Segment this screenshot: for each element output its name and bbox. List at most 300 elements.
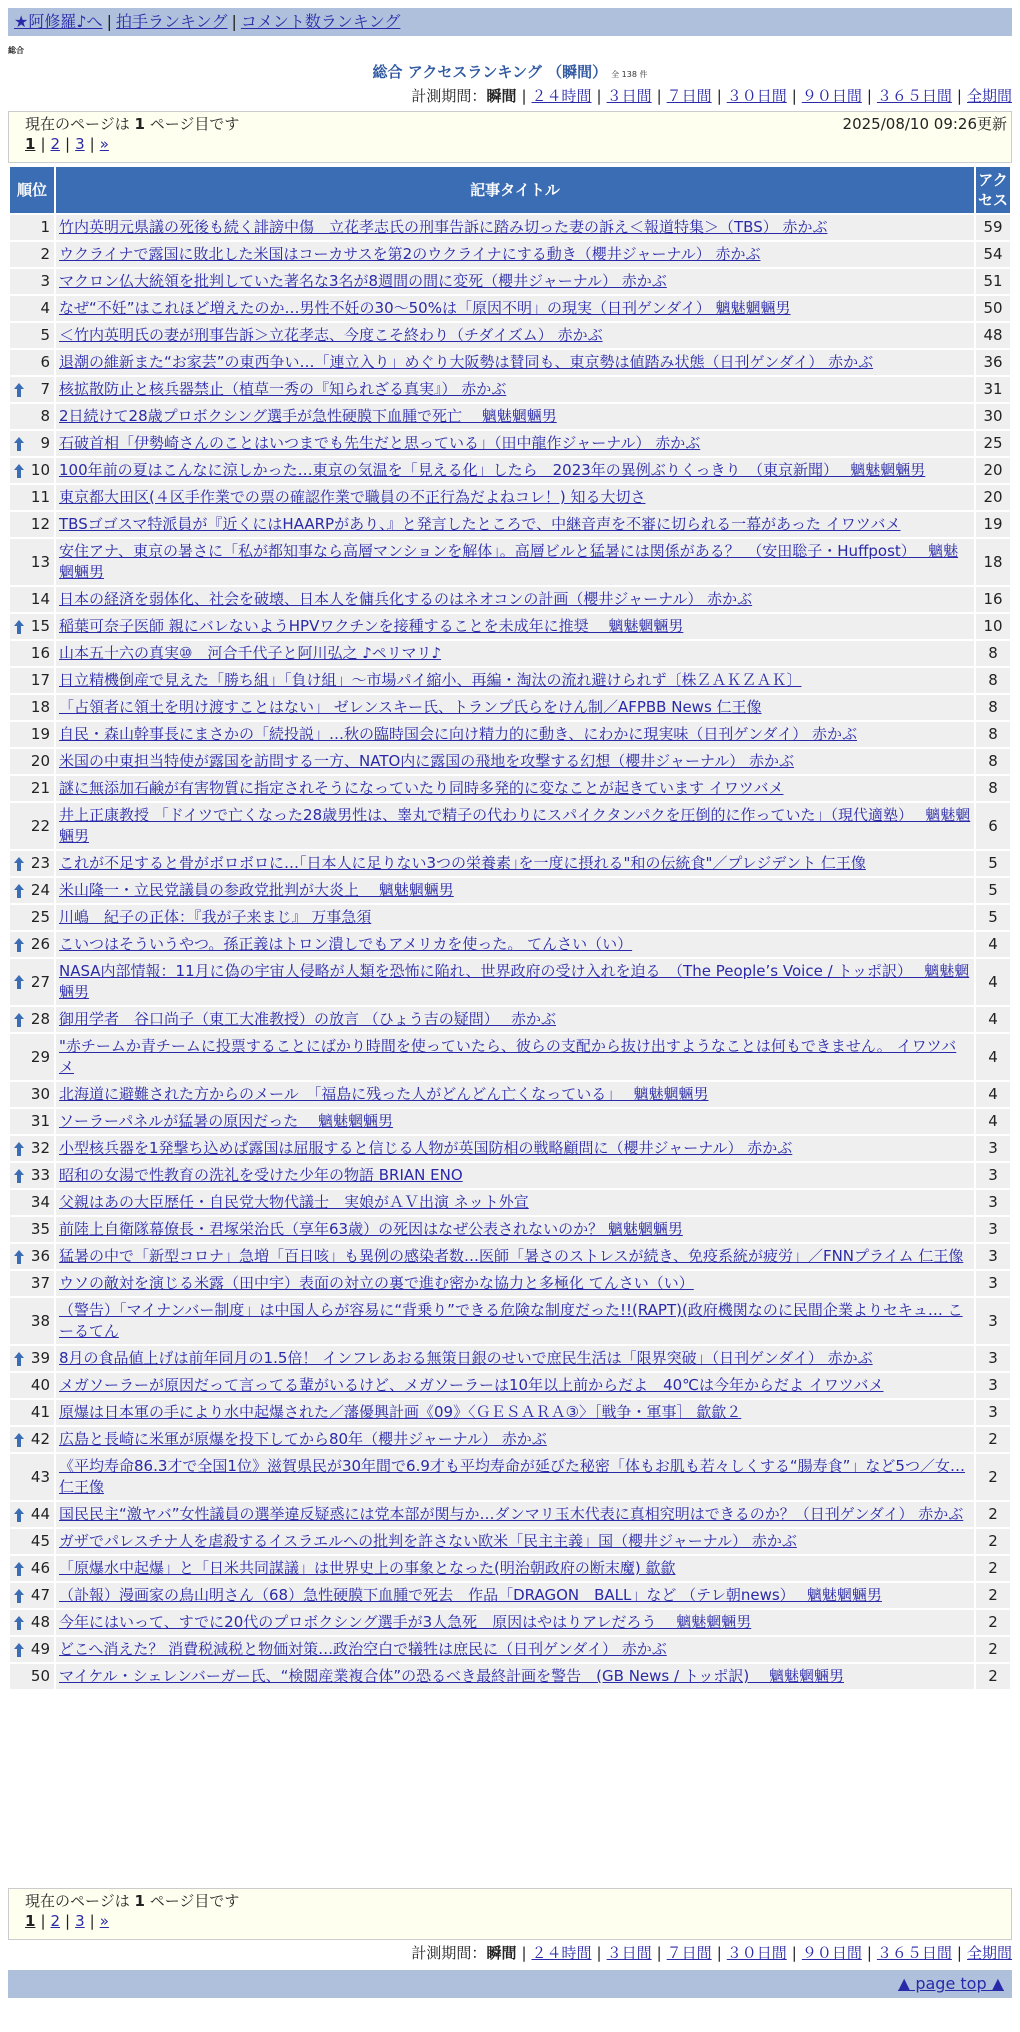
- rank-cell: [10, 431, 54, 456]
- total-count: 全 138 件: [611, 70, 648, 79]
- period-separator: |: [521, 87, 527, 105]
- rank-number: 49: [30, 1640, 50, 1658]
- rank-up-arrow-icon: [13, 436, 25, 452]
- article-title-link[interactable]: "赤チームか青チームに投票することにばかり時間を使っていたら、彼らの支配から抜け出すようなことは何もできません。 イワツバメ: [59, 1037, 957, 1076]
- rank-up-arrow-icon: [13, 1615, 25, 1631]
- rank-number: 28: [30, 1010, 50, 1028]
- pager-current-page: 1: [25, 135, 36, 153]
- article-title-link[interactable]: メガソーラーが原因だって言ってる輩がいるけど、メガソーラーは10年以上前からだよ 40℃は今年からだよ イワツバメ: [59, 1376, 884, 1394]
- rank-cell: [10, 803, 54, 849]
- rank-cell: [10, 695, 54, 720]
- rank-cell: [10, 350, 54, 375]
- article-title-link[interactable]: マクロン仏大統領を批判していた著名な3名が8週間の間に変死（櫻井ジャーナル） 赤かぶ: [59, 272, 667, 290]
- access-count: 4: [976, 1109, 1010, 1134]
- rank-cell: [10, 1583, 54, 1608]
- pager-page-link[interactable]: 3: [75, 1912, 85, 1930]
- rank-number: 1: [40, 218, 50, 236]
- rank-number: 9: [40, 434, 50, 452]
- page-status-pre: 現在のページは: [25, 1892, 130, 1910]
- table-row: [10, 614, 1010, 639]
- article-title-link[interactable]: 8月の食品値上げは前年同月の1.5倍！ インフレあおる無策日銀のせいで庶民生活は「限界突破」（日刊ゲンダイ） 赤かぶ: [59, 1349, 873, 1367]
- rank-number: 31: [30, 1112, 50, 1130]
- rank-cell: [10, 242, 54, 267]
- period-separator: |: [656, 1944, 662, 1962]
- rank-number: 7: [40, 380, 50, 398]
- article-title-link[interactable]: 稲葉可奈子医師 親にバレないようHPVワクチンを接種することを未成年に推奨 魑魅魍魎男: [59, 617, 684, 635]
- article-title-link[interactable]: 井上正康教授 「ドイツで亡くなった28歳男性は、睾丸で精子の代わりにスパイクタンパクを圧倒的に作っていた」（現代適塾） 魑魅魍魎男: [59, 806, 971, 845]
- rank-cell: [10, 1082, 54, 1107]
- rank-up-arrow-icon: [13, 1168, 25, 1184]
- table-row: [10, 404, 1010, 429]
- article-title-link[interactable]: 安住アナ、東京の暑さに「私が都知事なら高層マンションを解体」。高層ビルと猛暑には関係がある？ （安田聡子・Huffpost） 魑魅魍魎男: [59, 542, 959, 581]
- period-option-link[interactable]: ３６５日間: [876, 87, 952, 105]
- article-title-link[interactable]: ガザでパレスチナ人を虐殺するイスラエルへの批判を許さない欧米「民主主義」国（櫻井ジャーナル） 赤かぶ: [59, 1532, 797, 1550]
- table-row: [10, 1034, 1010, 1080]
- table-row: [10, 350, 1010, 375]
- access-count: 2: [976, 1664, 1010, 1689]
- title-cell: [56, 614, 974, 639]
- article-title-link[interactable]: 山本五十六の真実⑩ 河合千代子と阿川弘之 ♪ペリマリ♪: [59, 644, 442, 662]
- article-title-link[interactable]: TBSゴゴスマ特派員が『近くにはHAARPがあり、』と発言したところで、中継音声を不審に切られる一幕があった イワツバメ: [59, 515, 901, 533]
- table-row: [10, 1190, 1010, 1215]
- title-cell: [56, 1298, 974, 1344]
- rank-cell: [10, 323, 54, 348]
- title-cell: [56, 1217, 974, 1242]
- rank-number: 30: [30, 1085, 50, 1103]
- pager-separator: |: [89, 1912, 95, 1930]
- table-row: [10, 695, 1010, 720]
- title-cell: [56, 269, 974, 294]
- title-cell: [56, 1163, 974, 1188]
- comment-ranking-link[interactable]: コメント数ランキング: [240, 12, 401, 31]
- period-selector-top: [411, 86, 1012, 106]
- title-cell: [56, 1346, 974, 1371]
- rank-number: 18: [30, 698, 50, 716]
- period-option-link[interactable]: ３６５日間: [876, 1944, 952, 1962]
- access-count: 10: [976, 614, 1010, 639]
- title-cell: [56, 932, 974, 957]
- article-title-link[interactable]: ウソの敵対を演じる米露（田中宇）表面の対立の裏で進む密かな協力と多極化 てんさい（い）: [59, 1274, 694, 1292]
- article-title-link[interactable]: 米国の中東担当特使が露国を訪問する一方、NATO内に露国の飛地を攻撃する幻想（櫻井ジャーナル） 赤かぶ: [59, 752, 795, 770]
- rank-number: 24: [30, 881, 50, 899]
- article-title-link[interactable]: 原爆は日本軍の手により水中起爆された／藩優興計画《09》〈ＧＥＳＡＲＡ③〉［戦争・軍事］ 歙歙２: [59, 1403, 742, 1421]
- pager-separator: |: [40, 135, 46, 153]
- rank-number: 22: [30, 816, 50, 835]
- period-option-link[interactable]: ３日間: [606, 87, 652, 105]
- period-option-link[interactable]: ９０日間: [801, 87, 862, 105]
- pager-separator: |: [65, 135, 71, 153]
- period-option-link[interactable]: ７日間: [666, 1944, 712, 1962]
- current-page-number: 1: [134, 1892, 145, 1910]
- rank-cell: [10, 512, 54, 537]
- title-cell: [56, 1034, 974, 1080]
- article-title-link[interactable]: 広島と長崎に米軍が原爆を投下してから80年（櫻井ジャーナル） 赤かぶ: [59, 1430, 547, 1448]
- access-count: 2: [976, 1583, 1010, 1608]
- article-title-link[interactable]: 昭和の女湯で性教育の洗礼を受けた少年の物語 BRIAN ENO: [59, 1166, 463, 1184]
- article-title-link[interactable]: 石破首相「伊勢崎さんのことはいつまでも先生だと思っている」（田中龍作ジャーナル） 赤かぶ: [59, 434, 701, 452]
- pager-separator: |: [40, 1912, 46, 1930]
- rank-number: 50: [30, 1667, 50, 1685]
- article-title-link[interactable]: 猛暑の中で「新型コロナ」急増「百日咳」も異例の感染者数…医師「暑さのストレスが続き、免疫系統が疲労」／FNNプライム 仁王像: [59, 1247, 964, 1265]
- rank-cell: [10, 1637, 54, 1662]
- article-title-link[interactable]: 北海道に避難された方からのメール 「福島に残った人がどんどん亡くなっている」 魑魅魍魎男: [59, 1085, 709, 1103]
- title-cell: [56, 1454, 974, 1500]
- title-cell: [56, 851, 974, 876]
- rank-number: 37: [30, 1274, 50, 1292]
- pager-current-page: 1: [25, 1912, 36, 1930]
- rank-cell: [10, 1400, 54, 1425]
- rank-up-arrow-icon: [13, 856, 25, 872]
- access-count: 2: [976, 1610, 1010, 1635]
- article-title-link[interactable]: （警告）「マイナンバー制度」は中国人らが容易に“背乗り”できる危険な制度だった!!(RAPT)(政府機関なのに民間企業よりセキュ… こーるてん: [59, 1301, 963, 1340]
- table-row: [10, 377, 1010, 402]
- rank-cell: [10, 722, 54, 747]
- article-title-link[interactable]: 《平均寿命86.3才で全国1位》滋賀県民が30年間で6.9才も平均寿命が延びた秘密「体もお肌も若々しくする“腸寿食”」など5つ／女… 仁王像: [59, 1457, 965, 1496]
- access-count: 51: [976, 269, 1010, 294]
- title-cell: [56, 1556, 974, 1581]
- rank-cell: [10, 851, 54, 876]
- table-row: [10, 512, 1010, 537]
- title-cell: [56, 1373, 974, 1398]
- article-title-link[interactable]: 父親はあの大臣歴任・自民党大物代議士 実娘がＡＶ出演 ネット外宣: [59, 1193, 529, 1211]
- table-row: [10, 539, 1010, 585]
- access-count: 3: [976, 1346, 1010, 1371]
- title-cell: [56, 215, 974, 240]
- rank-up-arrow-icon: [13, 1507, 25, 1523]
- rank-up-arrow-icon: [13, 463, 25, 479]
- article-title-link[interactable]: 日立精機倒産で見えた「勝ち組」「負け組」～市場パイ縮小、再編・淘汰の流れ避けられず〔株ＺＡＫＺＡＫ〕: [59, 671, 802, 689]
- rank-cell: [10, 1190, 54, 1215]
- article-title-link[interactable]: 退潮の維新また“お家芸”の東西争い…「連立入り」めぐり大阪勢は賛同も、東京勢は値踏み状態（日刊ゲンダイ） 赤かぶ: [59, 353, 874, 371]
- title-cell: [56, 587, 974, 612]
- nav-separator: |: [106, 12, 112, 31]
- period-option-link[interactable]: ３０日間: [726, 1944, 787, 1962]
- period-current: 瞬間: [486, 1944, 517, 1962]
- access-count: 5: [976, 905, 1010, 930]
- rank-number: 35: [30, 1220, 50, 1238]
- period-separator: |: [791, 1944, 797, 1962]
- article-title-link[interactable]: 米山隆一・立民党議員の参政党批判が大炎上 魑魅魍魎男: [59, 881, 454, 899]
- title-cell: [56, 776, 974, 801]
- period-option-link[interactable]: ７日間: [666, 87, 712, 105]
- table-row: [10, 932, 1010, 957]
- period-option-link[interactable]: ３０日間: [726, 87, 787, 105]
- title-cell: [56, 695, 974, 720]
- access-count: 2: [976, 1454, 1010, 1500]
- rank-up-arrow-icon: [13, 974, 25, 990]
- period-option-link[interactable]: 全期間: [966, 1944, 1012, 1962]
- period-separator: |: [596, 1944, 602, 1962]
- rank-number: 29: [30, 1047, 50, 1066]
- table-row: [10, 1454, 1010, 1500]
- rank-number: 8: [40, 407, 50, 425]
- bottom-bar: [8, 1970, 1012, 1998]
- article-title-link[interactable]: マイケル・シェレンバーガー氏、“検閲産業複合体”の恐るべき最終計画を警告 (GB News / トッポ訳) 魑魅魍魎男: [59, 1667, 844, 1685]
- article-title-link[interactable]: 東京都大田区(４区手作業での票の確認作業で職員の不正行為だよねコレ！) 知る大切さ: [59, 488, 646, 506]
- current-page-number: 1: [134, 115, 145, 133]
- article-title-link[interactable]: 自民・森山幹事長にまさかの「続投説」…秋の臨時国会に向け精力的に動き、にわかに現実味（日刊ゲンダイ） 赤かぶ: [59, 725, 857, 743]
- access-count: 2: [976, 1427, 1010, 1452]
- rank-number: 36: [30, 1247, 50, 1265]
- title-cell: [56, 1400, 974, 1425]
- title-cell: [56, 458, 974, 483]
- rank-number: 15: [30, 617, 50, 635]
- pager-next-link[interactable]: »: [99, 135, 109, 153]
- rank-cell: [10, 905, 54, 930]
- period-option-link[interactable]: ９０日間: [801, 1944, 862, 1962]
- rank-number: 23: [30, 854, 50, 872]
- title-cell: [56, 749, 974, 774]
- rank-number: 11: [30, 488, 50, 506]
- page-status-post: ページ目です: [149, 115, 240, 133]
- article-title-link[interactable]: 100年前の夏はこんなに涼しかった…東京の気温を「見える化」したら 2023年の異例ぶりくっきり （東京新聞） 魑魅魍魎男: [59, 461, 926, 479]
- table-row: [10, 1556, 1010, 1581]
- title-cell: [56, 1427, 974, 1452]
- period-separator: |: [791, 87, 797, 105]
- table-row: [10, 431, 1010, 456]
- rank-up-arrow-icon: [13, 619, 25, 635]
- title-cell: [56, 1637, 974, 1662]
- title-cell: [56, 512, 974, 537]
- title-cell: [56, 641, 974, 666]
- title-header: 記事タイトル: [56, 167, 974, 213]
- title-cell: [56, 878, 974, 903]
- access-count: 2: [976, 1502, 1010, 1527]
- access-count: 54: [976, 242, 1010, 267]
- title-cell: [56, 404, 974, 429]
- rank-up-arrow-icon: [13, 1561, 25, 1577]
- article-title-link[interactable]: 日本の経済を弱体化、社会を破壊、日本人を傭兵化するのはネオコンの計画（櫻井ジャーナル） 赤かぶ: [59, 590, 753, 608]
- rank-header: 順位: [10, 167, 54, 213]
- access-count: 31: [976, 377, 1010, 402]
- table-row: [10, 1136, 1010, 1161]
- access-count: 3: [976, 1136, 1010, 1161]
- table-row: [10, 1244, 1010, 1269]
- rank-number: 16: [30, 644, 50, 662]
- rank-up-arrow-icon: [13, 1012, 25, 1028]
- rank-cell: [10, 932, 54, 957]
- rank-cell: [10, 296, 54, 321]
- title-cell: [56, 1583, 974, 1608]
- updated-timestamp: 2025/08/10 09:26更新: [842, 115, 1007, 133]
- rank-number: 46: [30, 1559, 50, 1577]
- title-cell: [56, 1610, 974, 1635]
- rank-up-arrow-icon: [13, 937, 25, 953]
- pager-page-link[interactable]: 2: [50, 1912, 61, 1930]
- nav-separator: |: [231, 12, 237, 31]
- ranking-table: [8, 165, 1012, 1691]
- table-row: [10, 1082, 1010, 1107]
- table-row: [10, 722, 1010, 747]
- article-title-link[interactable]: 今年にはいって、すでに20代のプロボクシング選手が3人急死 原因はやはりアレだろう 魑魅魍魎男: [59, 1613, 752, 1631]
- rank-cell: [10, 1346, 54, 1371]
- article-title-link[interactable]: 謎に無添加石鹸が有害物質に指定されそうになっていたり同時多発的に変なことが起きています イワツバメ: [59, 779, 784, 797]
- category-label: 総合: [8, 46, 24, 55]
- rank-cell: [10, 668, 54, 693]
- rank-cell: [10, 1556, 54, 1581]
- article-title-link[interactable]: 川嶋 紀子の正体：『我が子来まじ』 万事急須: [59, 908, 372, 926]
- rank-number: 48: [30, 1613, 50, 1631]
- rank-up-arrow-icon: [13, 1432, 25, 1448]
- article-title-link[interactable]: （訃報）漫画家の鳥山明さん（68）急性硬膜下血腫で死去 作品「DRAGON BALL」など （テレ朝news） 魑魅魍魎男: [59, 1586, 882, 1604]
- period-option-link[interactable]: ２４時間: [531, 1944, 592, 1962]
- article-title-link[interactable]: これが不足すると骨がボロボロに…｢日本人に足りない3つの栄養素｣を一度に摂れる"和の伝統食"／プレジデント 仁王像: [59, 854, 866, 872]
- rank-cell: [10, 215, 54, 240]
- pagination: [25, 134, 995, 154]
- rank-cell: [10, 959, 54, 1005]
- table-row: [10, 1400, 1010, 1425]
- rank-up-arrow-icon: [13, 382, 25, 398]
- article-title-link[interactable]: 小型核兵器を1発撃ち込めば露国は屈服すると信じる人物が英国防相の戦略顧問に（櫻井ジャーナル） 赤かぶ: [59, 1139, 793, 1157]
- title-cell: [56, 1529, 974, 1554]
- article-title-link[interactable]: 竹内英明元県議の死後も続く誹謗中傷 立花孝志氏の刑事告訴に踏み切った妻の訴え＜報道特集＞（TBS） 赤かぶ: [59, 218, 828, 236]
- table-row: [10, 323, 1010, 348]
- rank-up-arrow-icon: [13, 1141, 25, 1157]
- table-row: [10, 641, 1010, 666]
- access-count: 4: [976, 1034, 1010, 1080]
- page-info-bottom: [8, 1888, 1012, 1940]
- article-title-link[interactable]: 御用学者 谷口尚子（東工大准教授）の放言 （ひょう吉の疑問） 赤かぶ: [59, 1010, 557, 1028]
- title-cell: [56, 377, 974, 402]
- access-count: 16: [976, 587, 1010, 612]
- table-row: [10, 851, 1010, 876]
- page-top-link[interactable]: ▲ page top ▲: [897, 1974, 1004, 1993]
- access-count: 5: [976, 851, 1010, 876]
- title-cell: [56, 323, 974, 348]
- table-row: [10, 269, 1010, 294]
- period-option-link[interactable]: ３日間: [606, 1944, 652, 1962]
- table-row: [10, 1664, 1010, 1689]
- period-option-link[interactable]: ２４時間: [531, 87, 592, 105]
- rank-cell: [10, 749, 54, 774]
- title-cell: [56, 485, 974, 510]
- table-row: [10, 1637, 1010, 1662]
- access-count: 8: [976, 722, 1010, 747]
- access-count: 50: [976, 296, 1010, 321]
- article-title-link[interactable]: どこへ消えた？ 消費税減税と物価対策…政治空白で犠牲は庶民に（日刊ゲンダイ） 赤かぶ: [59, 1640, 667, 1658]
- article-title-link[interactable]: 前陸上自衛隊幕僚長・君塚栄治氏（享年63歳）の死因はなぜ公表されないのか？ 魑魅魍魎男: [59, 1220, 683, 1238]
- title-cell: [56, 905, 974, 930]
- table-row: [10, 776, 1010, 801]
- rank-cell: [10, 269, 54, 294]
- table-row: [10, 803, 1010, 849]
- period-separator: |: [956, 87, 962, 105]
- title-cell: [56, 296, 974, 321]
- access-count: 8: [976, 668, 1010, 693]
- table-row: [10, 959, 1010, 1005]
- page-status-line: [25, 1891, 995, 1911]
- article-title-link[interactable]: なぜ“不妊”はこれほど増えたのか…男性不妊の30～50%は「原因不明」の現実（日刊ゲンダイ） 魑魅魍魎男: [59, 299, 791, 317]
- pager-separator: |: [65, 1912, 71, 1930]
- article-title-link[interactable]: 2日続けて28歳プロボクシング選手が急性硬膜下血腫で死亡 魑魅魍魎男: [59, 407, 557, 425]
- article-title-link[interactable]: 「原爆水中起爆」と「日米共同謀議」は世界史上の事象となった(明治朝政府の断末魔) 歙歙: [59, 1559, 676, 1577]
- rank-up-arrow-icon: [13, 1351, 25, 1367]
- rank-number: 45: [30, 1532, 50, 1550]
- rank-cell: [10, 1502, 54, 1527]
- access-count: 36: [976, 350, 1010, 375]
- title-cell: [56, 539, 974, 585]
- pagination: [25, 1911, 995, 1931]
- rank-cell: [10, 1217, 54, 1242]
- table-row: [10, 905, 1010, 930]
- rank-number: 41: [30, 1403, 50, 1421]
- title-cell: [56, 722, 974, 747]
- access-count: 4: [976, 932, 1010, 957]
- article-title-link[interactable]: 「占領者に領土を明け渡すことはない」 ゼレンスキー氏、トランプ氏らをけん制／AFPBB News 仁王像: [59, 698, 762, 716]
- article-title-link[interactable]: ソーラーパネルが猛暑の原因だった 魑魅魍魎男: [59, 1112, 394, 1130]
- rank-number: 6: [40, 353, 50, 371]
- article-title-link[interactable]: 核拡散防止と核兵器禁止（植草一秀の『知られざる真実』） 赤かぶ: [59, 380, 507, 398]
- access-count: 8: [976, 641, 1010, 666]
- article-title-link[interactable]: ウクライナで露国に敗北した米国はコーカサスを第2のウクライナにする動き（櫻井ジャーナル） 赤かぶ: [59, 245, 761, 263]
- pager-next-link[interactable]: »: [99, 1912, 109, 1930]
- title-cell: [56, 959, 974, 1005]
- top-nav-bar: [8, 8, 1012, 36]
- rank-number: 43: [30, 1467, 50, 1486]
- access-count: 48: [976, 323, 1010, 348]
- table-row: [10, 668, 1010, 693]
- rank-cell: [10, 1610, 54, 1635]
- article-title-link[interactable]: 国民民主“激ヤバ”女性議員の選挙違反疑惑には党本部が関与か…ダンマリ玉木代表に真相究明はできるのか？（日刊ゲンダイ） 赤かぶ: [59, 1505, 964, 1523]
- applause-ranking-link[interactable]: 拍手ランキング: [115, 12, 228, 31]
- table-row: [10, 1163, 1010, 1188]
- rank-number: 26: [30, 935, 50, 953]
- rank-cell: [10, 539, 54, 585]
- period-separator: |: [866, 1944, 872, 1962]
- title-cell: [56, 1664, 974, 1689]
- access-header: アクセス: [976, 167, 1010, 213]
- rank-cell: [10, 1373, 54, 1398]
- rank-number: 13: [30, 552, 50, 571]
- article-title-link[interactable]: ＜竹内英明氏の妻が刑事告訴＞立花孝志、今度こそ終わり（チダイズム） 赤かぶ: [59, 326, 603, 344]
- table-row: [10, 1610, 1010, 1635]
- rank-cell: [10, 377, 54, 402]
- rank-cell: [10, 587, 54, 612]
- article-title-link[interactable]: NASA内部情報：11月に偽の宇宙人侵略が人類を恐怖に陥れ、世界政府の受け入れを迫る （The People’s Voice / トッポ訳） 魑魅魍魎男: [59, 962, 970, 1001]
- table-row: [10, 1427, 1010, 1452]
- access-count: 30: [976, 404, 1010, 429]
- title-cell: [56, 1007, 974, 1032]
- home-link[interactable]: ★阿修羅♪へ: [14, 12, 103, 31]
- rank-number: 12: [30, 515, 50, 533]
- article-title-link[interactable]: こいつはそういうやつ。孫正義はトロン潰しでもアメリカを使った。 てんさい（い）: [59, 935, 633, 953]
- pager-page-link[interactable]: 2: [50, 135, 61, 153]
- rank-cell: [10, 485, 54, 510]
- table-row: [10, 1007, 1010, 1032]
- table-row: [10, 1346, 1010, 1371]
- access-count: 3: [976, 1373, 1010, 1398]
- access-count: 4: [976, 1082, 1010, 1107]
- table-row: [10, 1529, 1010, 1554]
- access-count: 2: [976, 1556, 1010, 1581]
- rank-up-arrow-icon: [13, 883, 25, 899]
- rank-cell: [10, 614, 54, 639]
- table-row: [10, 587, 1010, 612]
- period-option-link[interactable]: 全期間: [966, 87, 1012, 105]
- table-row: [10, 749, 1010, 774]
- title-cell: [56, 350, 974, 375]
- table-row: [10, 296, 1010, 321]
- rank-number: 25: [30, 908, 50, 926]
- rank-cell: [10, 878, 54, 903]
- rank-cell: [10, 641, 54, 666]
- rank-number: 3: [40, 272, 50, 290]
- table-row: [10, 1583, 1010, 1608]
- title-cell: [56, 1244, 974, 1269]
- rank-cell: [10, 1007, 54, 1032]
- pager-page-link[interactable]: 3: [75, 135, 85, 153]
- access-count: 59: [976, 215, 1010, 240]
